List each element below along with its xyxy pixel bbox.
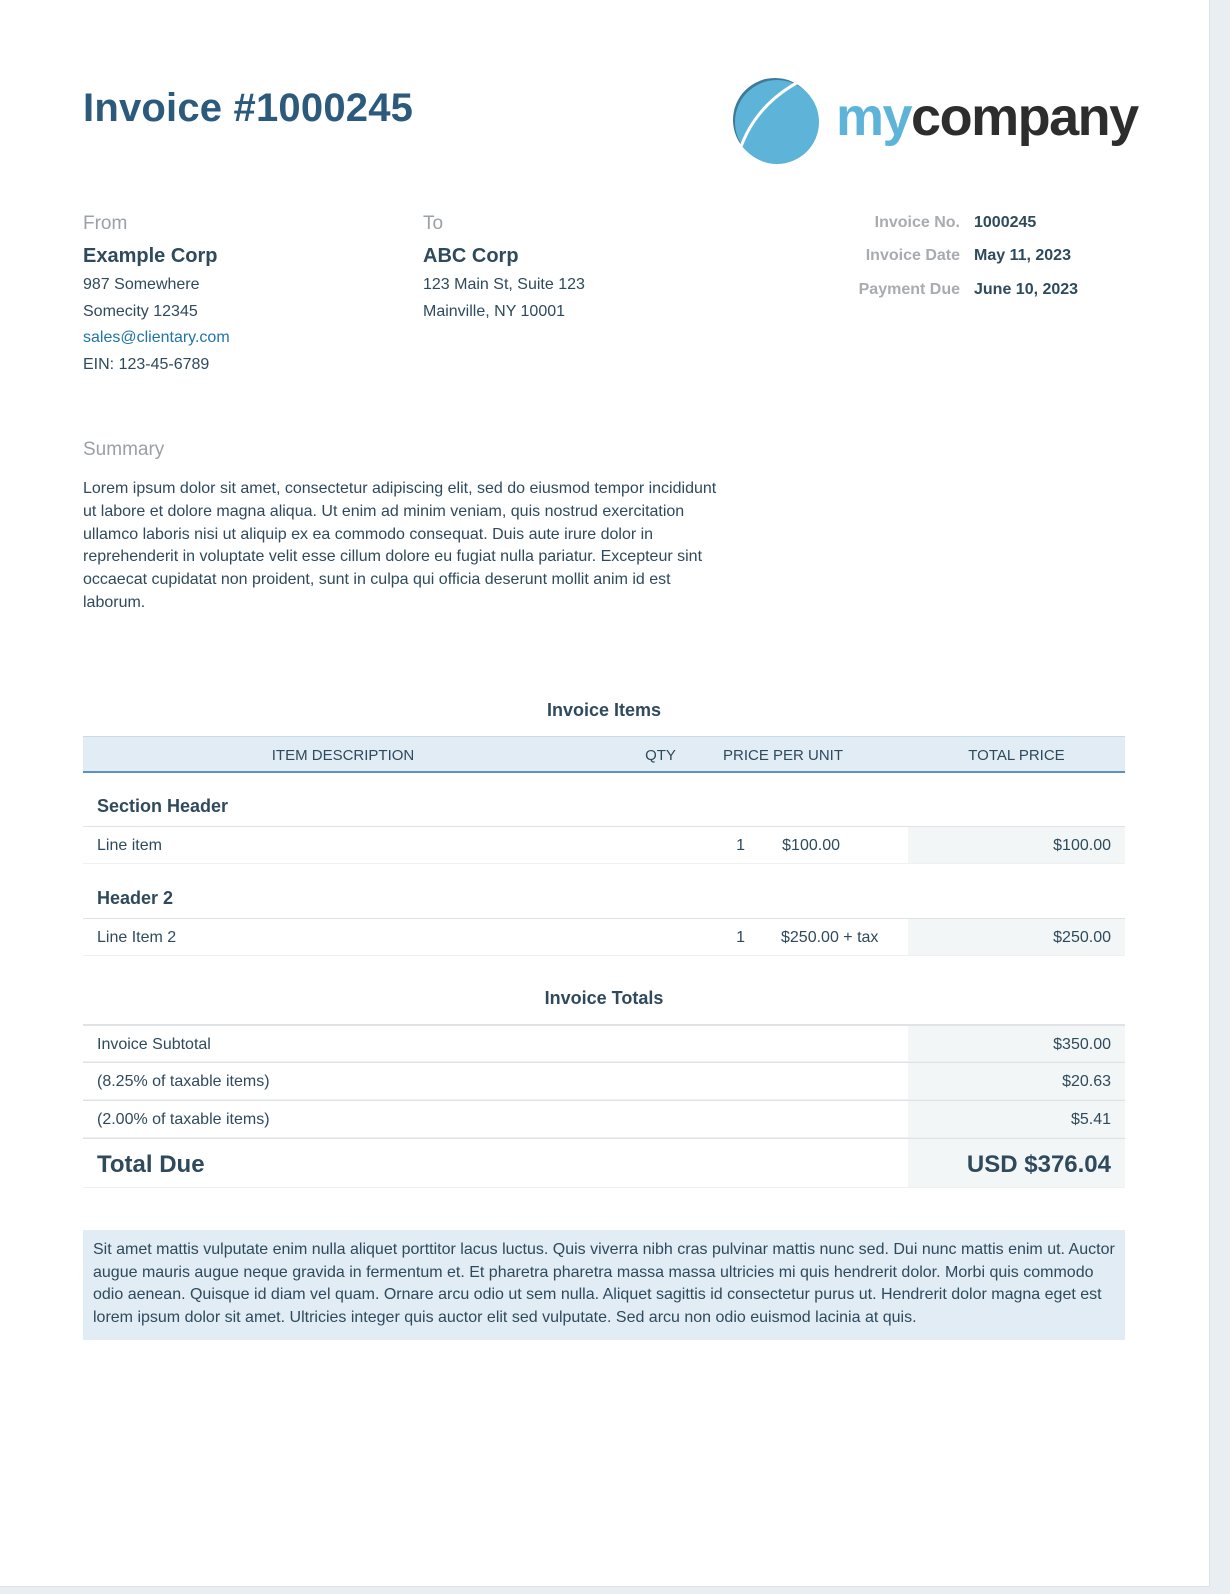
- row-price: $100.00: [782, 837, 840, 854]
- table-row: [83, 918, 1125, 956]
- tax-1-value: $20.63: [1062, 1073, 1111, 1090]
- meta-invoice-no: [820, 214, 1120, 234]
- row-price: $250.00 + tax: [781, 929, 879, 946]
- col-total-price: TOTAL PRICE: [968, 747, 1065, 764]
- section-header: Section Header: [97, 796, 229, 816]
- section-header: Header 2: [97, 888, 174, 908]
- invoice-notes: Sit amet mattis vulputate enim nulla aliquet porttitor lacus luctus. Quis viverra nibh cras pulvinar mattis nunc sed. Dui nunc mattis enim ut. Auctor augue mauris augue neque gravida in fermentum et. Et pharetra pharetra massa massa ultricies mi quis hendrerit dolor. Morbi quis commodo odio aenean. Quisque id diam vel quam. Ornare arcu odio ut sem nulla. Aliquet sagittis id consectetur purus ut. Hendrerit dolor magna eget est lorem ipsum dolor sit amet. Ultricies integer quis auctor elit sed vulputate. Sed arcu non odio euismod lacinia at quis.: [83, 1230, 1125, 1340]
- to-address-line-2: Mainville, NY 10001: [423, 303, 566, 320]
- totals-row-subtotal: [83, 1024, 1125, 1062]
- meta-invoice-date-value: May 11, 2023: [974, 247, 1071, 264]
- subtotal-label: Invoice Subtotal: [97, 1036, 211, 1053]
- tax-1-label: (8.25% of taxable items): [97, 1073, 270, 1090]
- summary-label: Summary: [83, 439, 165, 460]
- summary-text: Lorem ipsum dolor sit amet, consectetur adipiscing elit, sed do eiusmod tempor incididunt ut labore et dolore magna aliqua. Ut enim ad minim veniam, quis nostrud exercitation ullamco laboris nisi ut aliquip ex ea commodo consequat. Duis aute irure dolor in reprehenderit in voluptate velit esse cillum dolore eu fugiat nulla pariatur. Excepteur sint occaecat cupidatat non proident, sunt in culpa qui officia deserunt mollit anim id est laborum.: [83, 480, 717, 611]
- from-name: Example Corp: [83, 245, 218, 267]
- from-label: From: [83, 213, 128, 234]
- row-description: Line Item 2: [97, 929, 177, 946]
- invoice-title: Invoice #1000245: [83, 86, 414, 130]
- items-table-header: [83, 736, 1125, 773]
- to-address-line-1: 123 Main St, Suite 123: [423, 276, 585, 293]
- total-due-value: USD $376.04: [966, 1151, 1111, 1178]
- from-email-link[interactable]: sales@clientary.com: [83, 329, 230, 346]
- meta-invoice-date: [820, 247, 1120, 267]
- from-ein: EIN: 123-45-6789: [83, 356, 210, 373]
- subtotal-value: $350.00: [1053, 1036, 1111, 1053]
- logo-circle-icon: [732, 76, 822, 166]
- meta-invoice-no-value: 1000245: [974, 214, 1037, 231]
- col-item-description: ITEM DESCRIPTION: [271, 747, 415, 764]
- from-address-line-1: 987 Somewhere: [83, 276, 200, 293]
- col-price-per-unit: PRICE PER UNIT: [722, 747, 843, 764]
- tax-2-value: $5.41: [1070, 1111, 1111, 1128]
- to-name: ABC Corp: [423, 245, 519, 267]
- to-label: To: [423, 213, 444, 234]
- meta-payment-due-label: Payment Due: [858, 281, 960, 298]
- row-description: Line item: [97, 837, 162, 854]
- totals-row-total-due: [83, 1138, 1125, 1188]
- row-total: $250.00: [1053, 929, 1111, 946]
- total-due-label: Total Due: [97, 1151, 205, 1178]
- meta-invoice-date-label: Invoice Date: [865, 247, 960, 264]
- totals-row-tax-1: [83, 1062, 1125, 1100]
- col-qty: QTY: [645, 747, 676, 764]
- company-logo: [732, 76, 1138, 166]
- row-qty: 1: [736, 837, 745, 854]
- totals-row-tax-2: [83, 1100, 1125, 1138]
- meta-invoice-no-label: Invoice No.: [874, 214, 960, 231]
- logo-word-company: company: [911, 87, 1138, 147]
- table-row: [83, 826, 1125, 864]
- row-qty: 1: [736, 929, 745, 946]
- invoice-items-heading: Invoice Items: [546, 700, 662, 720]
- meta-payment-due: [820, 281, 1120, 301]
- tax-2-label: (2.00% of taxable items): [97, 1111, 270, 1128]
- logo-word-my: my: [836, 87, 912, 147]
- meta-payment-due-value: June 10, 2023: [974, 281, 1079, 298]
- row-total: $100.00: [1053, 837, 1111, 854]
- from-address-line-2: Somecity 12345: [83, 303, 198, 320]
- invoice-totals-heading: Invoice Totals: [544, 988, 664, 1008]
- logo-wordmark: [836, 82, 1138, 152]
